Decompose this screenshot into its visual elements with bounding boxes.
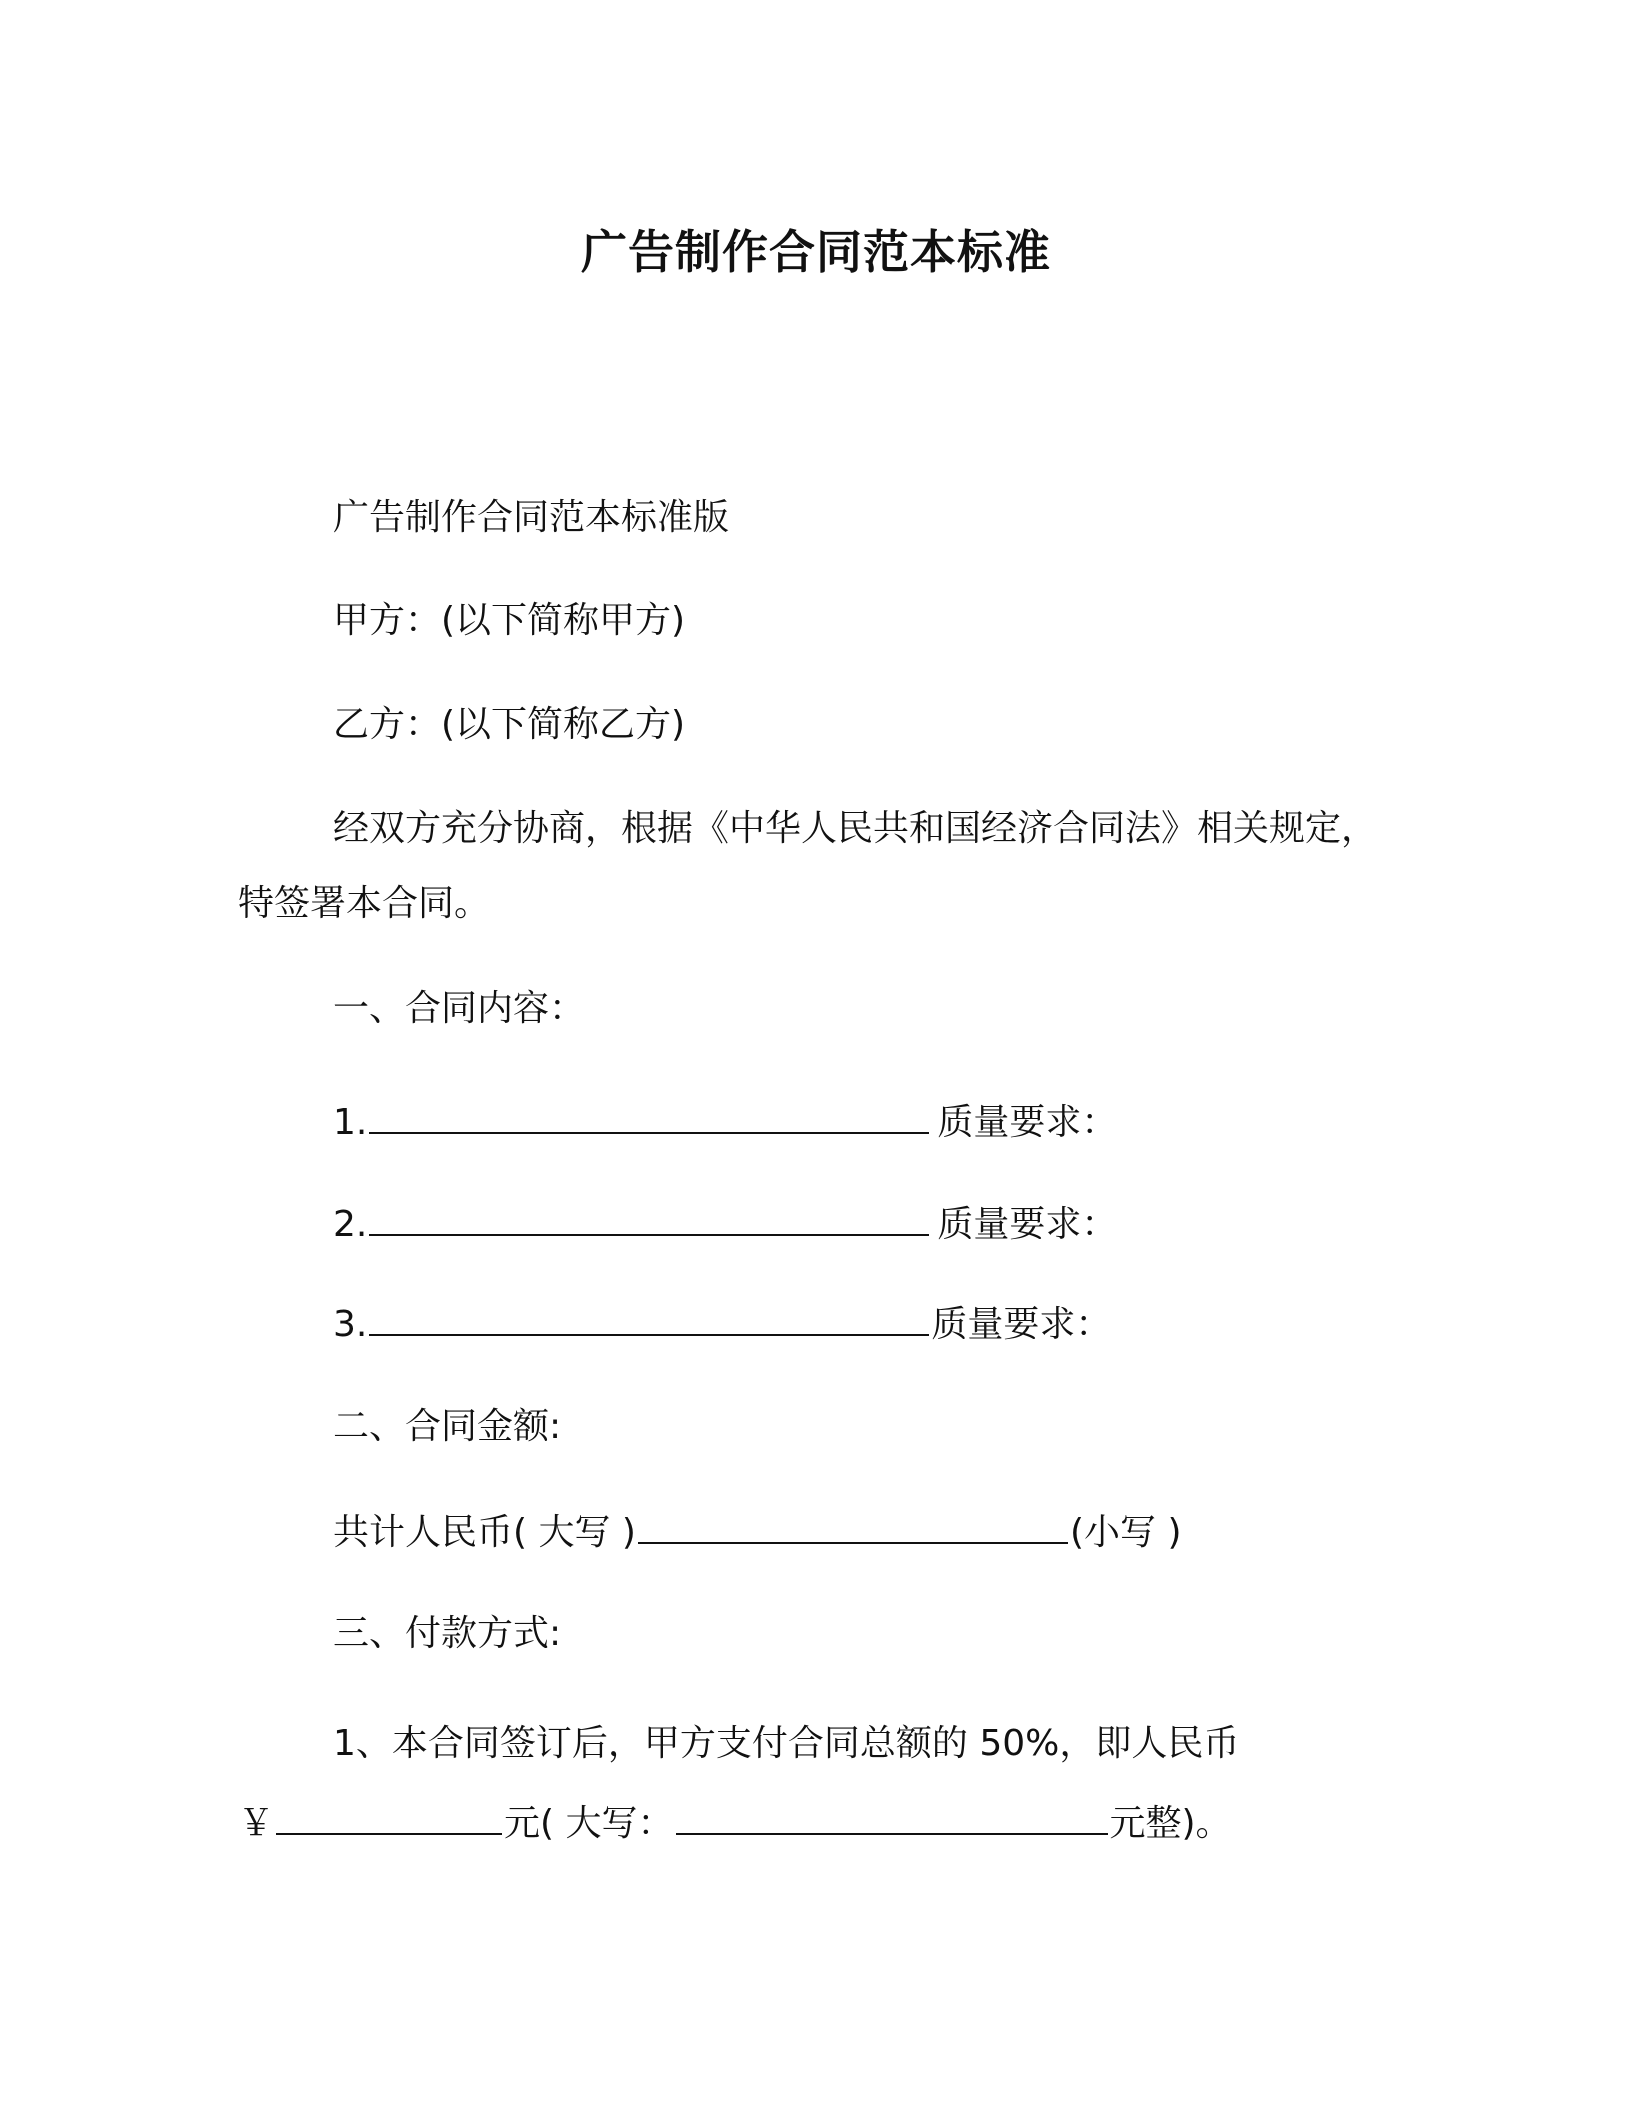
amount-suffix: (小写 ) [1069, 1512, 1182, 1553]
party-b-line: 乙方：(以下简称乙方) [333, 704, 686, 745]
intro-line-1: 经双方充分协商，根据《中华人民共和国经济合同法》相关规定， [333, 808, 1378, 849]
intro-line-2: 特签署本合同。 [238, 883, 491, 924]
section-3-heading: 三、付款方式: [333, 1613, 562, 1654]
item-blank-field[interactable] [369, 1298, 929, 1336]
item-number: 2. [333, 1204, 368, 1245]
item-number: 3. [333, 1304, 368, 1345]
document-title: 广告制作合同范本标准 [581, 225, 1051, 279]
document-subtitle: 广告制作合同范本标准版 [333, 497, 730, 538]
payment-line-2 [238, 1797, 1232, 1848]
item-row-2 [333, 1198, 1117, 1249]
payment-end-text: 元整)。 [1109, 1803, 1232, 1844]
payment-amount-blank[interactable] [276, 1797, 502, 1835]
item-blank-field[interactable] [369, 1198, 929, 1236]
quality-label: 质量要求： [937, 1204, 1118, 1245]
amount-blank-field[interactable] [638, 1506, 1068, 1544]
party-a-line: 甲方：(以下简称甲方) [333, 600, 686, 641]
payment-line-1: 1、本合同签订后，甲方支付合同总额的 50%，即人民币 [333, 1723, 1240, 1764]
quality-label: 质量要求： [937, 1102, 1118, 1143]
amount-prefix: 共计人民币( 大写 ) [333, 1512, 636, 1553]
section-2-heading: 二、合同金额: [333, 1406, 562, 1447]
amount-row [333, 1506, 1182, 1557]
item-blank-field[interactable] [369, 1096, 929, 1134]
payment-words-blank[interactable] [676, 1797, 1108, 1835]
payment-mid-text: 元( 大写： [504, 1803, 674, 1844]
item-row-3 [333, 1298, 1111, 1349]
currency-symbol: ￥ [238, 1803, 275, 1844]
item-number: 1. [333, 1102, 368, 1143]
quality-label: 质量要求： [931, 1304, 1112, 1345]
section-1-heading: 一、合同内容： [333, 988, 586, 1029]
item-row-1 [333, 1096, 1117, 1147]
